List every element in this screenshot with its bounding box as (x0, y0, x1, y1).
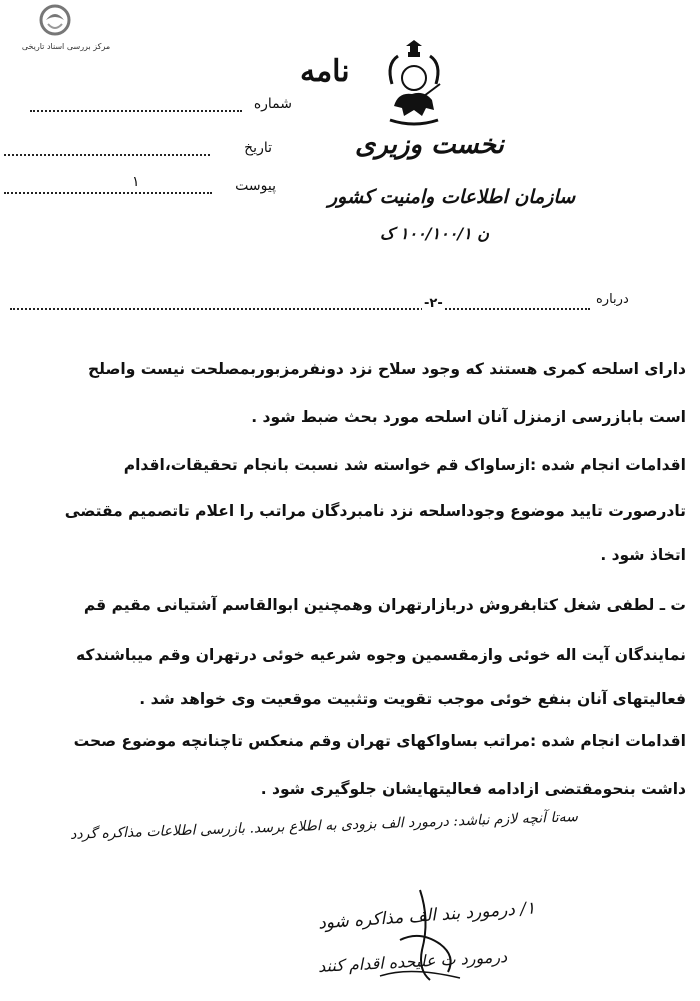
number-label: شماره (253, 96, 292, 112)
body-line: اقدامات انجام شده :مراتب بساواکهای تهران وقم منعکس تاچنانچه موضوع صحت (73, 732, 686, 750)
body-line: ت ـ لطفی شغل کتابفروش دربازارتهران وهمچنین ابوالقاسم آشتیانی مقیم قم (83, 596, 686, 614)
handwritten-note: درمورد ت علیحده اقدام کنند (317, 947, 508, 976)
body-line: دارای اسلحه کمری هستند که وجود سلاح نزد دونفرمزبوربمصلحت نیست واصلح (87, 360, 686, 378)
body-line: نمایندگان آیت اله خوئی وازمقسمین وجوه شرعیه خوئی درتهران وقم میباشندکه (75, 646, 686, 664)
signature-scribble (360, 880, 480, 990)
body-line: داشت بنحومقتضی ازادامه فعالیتهایشان جلوگیری شود . (260, 780, 686, 798)
attachment-field (4, 174, 276, 202)
body-line: تادرصورت تایید موضوع وجوداسلحه نزد نامبردگان مراتب را اعلام تاتصمیم مقتضی (64, 502, 686, 520)
letterhead-organization: سازمان اطلاعات وامنیت کشور (328, 186, 576, 208)
date-label: تاریخ (244, 140, 272, 156)
archive-watermark (6, 4, 126, 60)
body-line: فعالیتهای آنان بنفع خوئی موجب تقویت وتثبیت موقعیت وی خواهد شد . (139, 690, 686, 708)
number-field (30, 96, 292, 120)
lion-and-sun-emblem-icon (384, 40, 444, 130)
archive-logo-icon (34, 4, 76, 40)
letterhead-ministry: نخست وزیری (355, 130, 504, 160)
body-line: اقدامات انجام شده :ازساواک قم خواسته شد نسبت بانجام تحقیقات،اقدام (123, 456, 686, 474)
number-line (30, 110, 242, 112)
regarding-label: درباره (596, 292, 629, 307)
attachment-value: ۱ (132, 174, 140, 190)
regarding-line (10, 308, 590, 310)
handwritten-note: ۱/ درمورد بند الف مذاکره شود (317, 898, 536, 934)
attachment-line (4, 192, 212, 194)
archive-watermark-text: مرکز بررسی اسناد تاریخی (21, 42, 111, 51)
letterhead-title: نامه (300, 54, 350, 89)
body-line: است بابازرسی ازمنزل آنان اسلحه مورد بحث ضبط شود . (251, 408, 686, 426)
date-line (4, 154, 210, 156)
letterhead-reference: ن ۱۰۰/۱۰۰/۱ ک (380, 224, 490, 243)
date-field (4, 140, 272, 164)
body-line: اتخاذ شود . (600, 546, 686, 564)
handwritten-note: سه‌تا آنچه لازم نباشد: درمورد الف بزودی به اطلاع برسد. بازرسی اطلاعات مذاکره گردد (69, 809, 579, 843)
attachment-label: پیوست (235, 178, 276, 194)
page-number: -۲- (424, 296, 443, 311)
